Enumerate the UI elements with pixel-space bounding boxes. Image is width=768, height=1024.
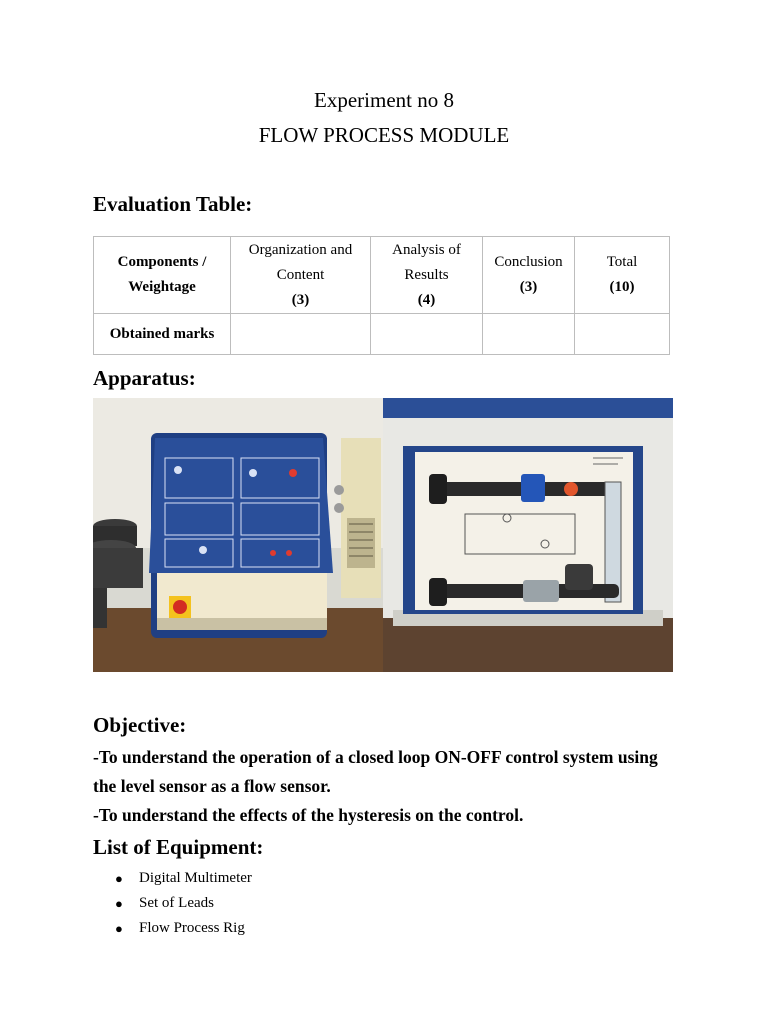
evaluation-table: [93, 236, 670, 355]
criterion-cell: [575, 237, 670, 314]
criterion-cell: [483, 237, 575, 314]
evaluation-heading: Evaluation Table:: [93, 192, 253, 216]
objective-heading: Objective:: [93, 713, 187, 737]
marks-cell: [483, 314, 575, 355]
equipment-item-label: Digital Multimeter: [139, 870, 252, 886]
equipment-list: [93, 866, 252, 941]
module-title: FLOW PROCESS MODULE: [258, 123, 510, 147]
equipment-heading: List of Equipment:: [93, 835, 264, 859]
bullet-icon: ●: [115, 896, 123, 911]
list-item: [93, 866, 252, 891]
objective-line: -To understand the operation of a closed loop ON-OFF control system using: [93, 747, 658, 767]
criterion-label: Total: [606, 254, 638, 270]
obtained-marks-label: Obtained marks: [94, 314, 231, 355]
list-item: [93, 916, 252, 941]
criterion-cell: [231, 237, 371, 314]
list-item: [93, 891, 252, 916]
equipment-item-label: Flow Process Rig: [139, 920, 245, 936]
criterion-weight: (4): [417, 291, 436, 308]
apparatus-photos: [93, 398, 673, 672]
apparatus-heading: Apparatus:: [93, 366, 196, 390]
experiment-number: Experiment no 8: [314, 88, 454, 112]
components-weightage-cell: [94, 237, 231, 314]
criterion-weight: (10): [609, 279, 635, 295]
bullet-icon: ●: [115, 871, 123, 886]
criterion-weight: (3): [291, 291, 310, 308]
criterion-cell: [371, 237, 483, 314]
objective-line: -To understand the effects of the hysteresis on the control.: [93, 805, 524, 825]
table-row: [94, 237, 670, 314]
marks-cell: [575, 314, 670, 355]
components-label: Components / Weightage: [117, 254, 207, 295]
marks-cell: [371, 314, 483, 355]
criterion-weight: (3): [519, 279, 538, 295]
apparatus-photo: [93, 398, 673, 672]
bullet-icon: ●: [115, 921, 123, 936]
objective-line: the level sensor as a flow sensor.: [93, 776, 331, 796]
criterion-label: Organization and Content: [248, 241, 353, 283]
marks-cell: [231, 314, 371, 355]
criterion-label: Conclusion: [494, 254, 563, 270]
table-row: [94, 314, 670, 355]
criterion-label: Analysis of Results: [392, 241, 461, 283]
equipment-item-label: Set of Leads: [139, 895, 214, 911]
